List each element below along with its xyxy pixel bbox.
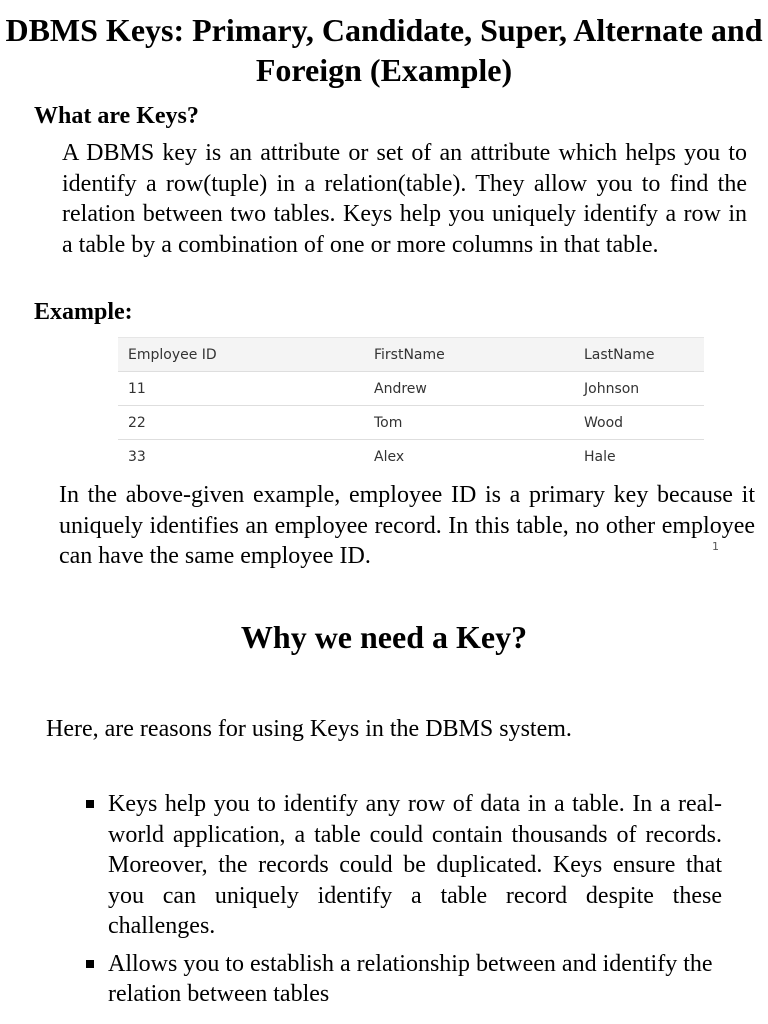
page-title: DBMS Keys: Primary, Candidate, Super, Alternate and Foreign (Example) [5,12,763,88]
list-item-text: Keys help you to identify any row of data in a table. In a real-world application, a table could contain thousands of records. Moreover, the records could be duplicated. Keys ensure that you can uniquely identify a table record despite these challenges. [108,791,722,939]
list-item-text: Allows you to establish a relationship between and identify the relation between tables [108,950,713,1007]
table-cell: 11 [128,380,146,397]
table-header-cell: FirstName [374,346,445,363]
list-item [86,789,722,942]
reasons-intro: Here, are reasons for using Keys in the DBMS system. [46,716,572,742]
bullet-square-icon [86,800,94,808]
section-heading-why-key: Why we need a Key? [240,619,528,655]
table-cell: Alex [374,448,405,465]
table-cell: 33 [128,448,146,465]
table-header-cell: LastName [584,346,655,363]
page-number: 1 [712,540,719,553]
section-heading-what-are-keys: What are Keys? [34,103,199,129]
example-heading: Example: [34,299,133,325]
keys-definition-paragraph: A DBMS key is an attribute or set of an attribute which helps you to identify a row(tuple) in a relation(table). They allow you to find the relation between two tables. Keys help you uniquely identify a row in a table by a combination of one or more columns in that table. [62,140,747,258]
bullet-square-icon [86,960,94,968]
employee-table [118,337,704,473]
table-row [118,372,704,406]
table-row [118,440,704,473]
example-explanation-paragraph: In the above-given example, employee ID is a primary key because it uniquely identifies an employee record. In this table, no other employee can have the same employee ID. [59,482,755,569]
table-header-row [118,337,704,372]
list-item [86,949,722,1010]
table-cell: Andrew [374,380,427,397]
table-row [118,406,704,440]
table-cell: Wood [584,414,624,431]
table-cell: Hale [584,448,616,465]
table-cell: Tom [374,414,403,431]
table-cell: Johnson [584,380,640,397]
table-cell: 22 [128,414,146,431]
reasons-list [86,789,722,1017]
table-header-cell: Employee ID [128,346,217,363]
